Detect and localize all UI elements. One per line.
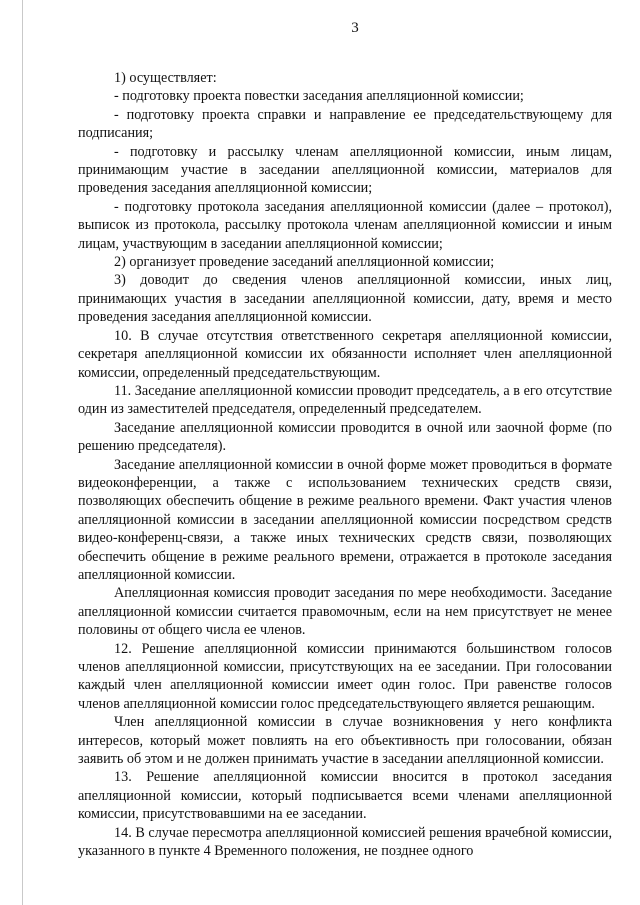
binding-margin-line [22, 0, 23, 905]
paragraph: - подготовку протокола заседания апелляционной комиссии (далее – протокол), выписок из протокола, рассылку протокола членам апелляционной комиссии и иным лицам, участвующим в заседании апелляционной комиссии; [78, 198, 612, 252]
paragraph: Член апелляционной комиссии в случае возникновения у него конфликта интересов, который может повлиять на его объективность при голосовании, обязан заявить об этом и не должен принимать участие в заседании апелляционной комиссии. [78, 714, 612, 768]
document-body [78, 69, 612, 860]
page-number: 3 [351, 20, 359, 36]
paragraph: 3) доводит до сведения членов апелляционной комиссии, иных лиц, принимающих участия в заседании апелляционной комиссии, дату, время и место проведения заседания апелляционной комиссии. [78, 272, 612, 326]
paragraph: Заседание апелляционной комиссии проводится в очной или заочной форме (по решению председателя). [78, 419, 612, 455]
paragraph: Заседание апелляционной комиссии в очной форме может проводиться в формате видеоконференции, а также с использованием технических средств связи, позволяющих обеспечить общение в режиме реального времени. Факт участия членов апелляционной комиссии в заседании апелляционной комиссии посредством средств видео-конференц-связи, а также иных технических средств связи, позволяющих обеспечить общение в режиме реального времени, отражается в протоколе заседания апелляционной комиссии. [78, 456, 612, 583]
paragraph: 11. Заседание апелляционной комиссии проводит председатель, а в его отсутствие один из заместителей председателя, определенный председателем. [78, 382, 612, 418]
paragraph: 13. Решение апелляционной комиссии вносится в протокол заседания апелляционной комиссии, который подписывается всеми членами апелляционной комиссии, присутствовавшими на ее заседании. [78, 769, 612, 823]
paragraph: 1) осуществляет: [114, 70, 217, 86]
paragraph: 12. Решение апелляционной комиссии принимаются большинством голосов членов апелляционной комиссии, присутствующих на ее заседании. При голосовании каждый член апелляционной комиссии имеет один голос. При равенстве голосов членов апелляционной комиссии голос председательствующего является решающим. [78, 640, 612, 712]
paragraph: - подготовку и рассылку членам апелляционной комиссии, иным лицам, принимающим участие в заседании апелляционной комиссии, материалов для проведения заседания апелляционной комиссии; [78, 143, 612, 197]
paragraph: - подготовку проекта повестки заседания апелляционной комиссии; [114, 88, 524, 105]
paragraph: - подготовку проекта справки и направление ее председательствующему для подписания; [78, 106, 612, 142]
paragraph: Апелляционная комиссия проводит заседания по мере необходимости. Заседание апелляционной комиссии считается правомочным, если на нем присутствует не менее половины от общего числа ее членов. [78, 585, 612, 639]
paragraph: 2) организует проведение заседаний апелляционной комиссии; [114, 254, 495, 271]
paragraph: 14. В случае пересмотра апелляционной комиссией решения врачебной комиссии, указанного в пункте 4 Временного положения, не позднее одного [78, 824, 612, 860]
paragraph: 10. В случае отсутствия ответственного секретаря апелляционной комиссии, секретаря апелляционной комиссии их обязанности исполняет член апелляционной комиссии, определенный председательствующим. [78, 327, 612, 381]
